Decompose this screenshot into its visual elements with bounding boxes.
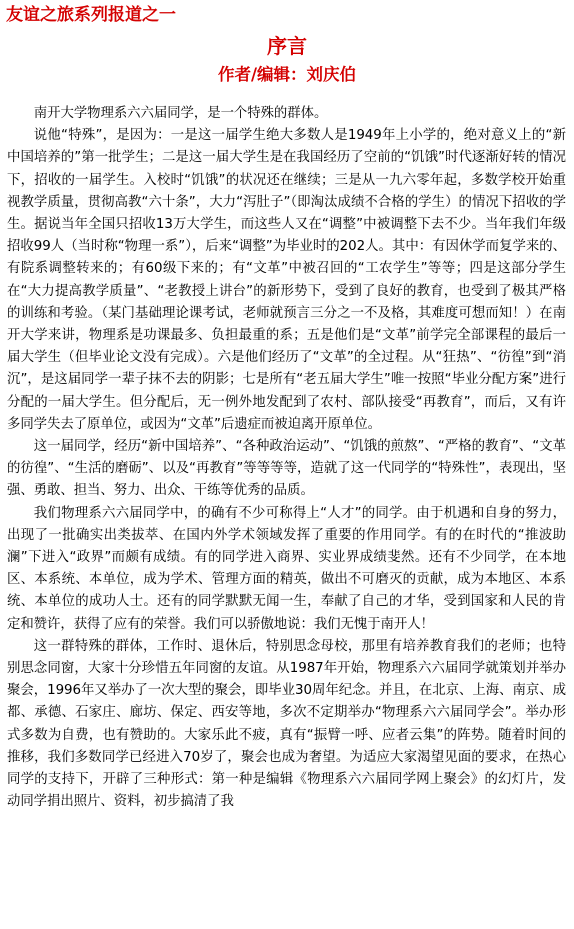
paragraph: 南开大学物理系六六届同学，是一个特殊的群体。: [33, 106, 328, 121]
author-byline: 作者/编辑：刘庆伯: [217, 65, 357, 84]
paragraph: 我们物理系六六届同学中，的确有不少可称得上“人才”的同学。由于机遇和自身的努力，出现了一批确实出类拔萃、在国内外学术领域发挥了重要的作用同学。有的在时代的“推波助澜”下进入“政界”而颇有成绩。有的同学进入商界、实业界成绩斐然。还有不少同学，在本地区、本系统、本单位，成为学术、管理方面的精英，做出不可磨灭的贡献，成为本地区、本系统、本单位的成功人士。还有的同学默默无闻一生，奉献了自己的才华，受到国家和人民的肯定和赞许，获得了应有的荣誉。我们可以骄傲地说：我们无愧于南开人！: [7, 505, 566, 632]
paragraph: 这一届同学，经历“新中国培养”、“各种政治运动”、“饥饿的煎熬”、“严格的教育”、“文革的彷徨”、“生活的磨砺”、以及“再教育”等等等等，造就了这一代同学的“特殊性”，表现出，坚强、勇敢、担当、努力、出众、干练等优秀的品质。: [7, 439, 566, 499]
page-title: 序言: [267, 34, 307, 58]
paragraph: 这一群特殊的群体，工作时、退休后，特别思念母校，那里有培养教育我们的老师；也特别思念同窗，大家十分珍惜五年同窗的友谊。从1987年开始，物理系六六届同学就策划并举办聚会，1996年又举办了一次大型的聚会，即毕业30周年纪念。并且，在北京、上海、南京、成都、承德、石家庄、廊坊、保定、西安等地，多次不定期举办“物理系六六届同学会”。举办形式多数为自费，也有赞助的。大家乐此不疲，真有“振臂一呼、应者云集”的阵势。随着时间的推移，我们多数同学已经进入70岁了，聚会也成为奢望。为适应大家渴望见面的要求，在热心同学的支持下，开辟了三种形式：第一种是编辑《物理系六六届同学网上聚会》的幻灯片，发动同学捐出照片、资料，初步搞清了我: [7, 638, 566, 810]
article-body: [7, 103, 566, 814]
paragraph: 说他“特殊”，是因为：一是这一届学生绝大多数人是1949年上小学的，绝对意义上的“新中国培养的”第一批学生；二是这一届大学生是在我国经历了空前的“饥饿”时代逐渐好转的情况下，招收的一届学生。入校时“饥饿”的状况还在继续；三是从一九六零年起，多数学校开始重视教学质量，贯彻高教“六十条”，大力“泻肚子”（即淘汰成绩不合格的学生）的情况下招收的学生。据说当年全国只招收13万大学生，而这些人又在“调整”中被调整下去不少。当年我们年级招收99人（当时称“物理一系”），后来“调整”为毕业时的202人。其中：有因休学而复学来的、有院系调整转来的；有60级下来的；有“文革”中被召回的“工农学生”等等；四是这部分学生在“大力提高教学质量”、“老教授上讲台”的新形势下，受到了良好的教育，也受到了极其严格的训练和考验。（某门基础理论课考试，老师就预言三分之一不及格，其难度可想而知！）在南开大学来讲，物理系是功课最多、负担最重的系；五是他们是“文革”前学完全部课程的最后一届大学生（但毕业论文没有完成）。六是他们经历了“文革”的全过程。从“狂热”、“彷徨”到“消沉”，是这届同学一辈子抹不去的阴影；七是所有“老五届大学生”唯一按照“毕业分配方案”进行分配的一届大学生。但分配后，无一例外地发配到了农村、部队接受“再教育”，而后，又有许多同学失去了原单位，或因为“文革”后遗症而被迫离开原单位。: [7, 128, 566, 432]
series-label: 友谊之旅系列报道之一: [6, 5, 176, 25]
